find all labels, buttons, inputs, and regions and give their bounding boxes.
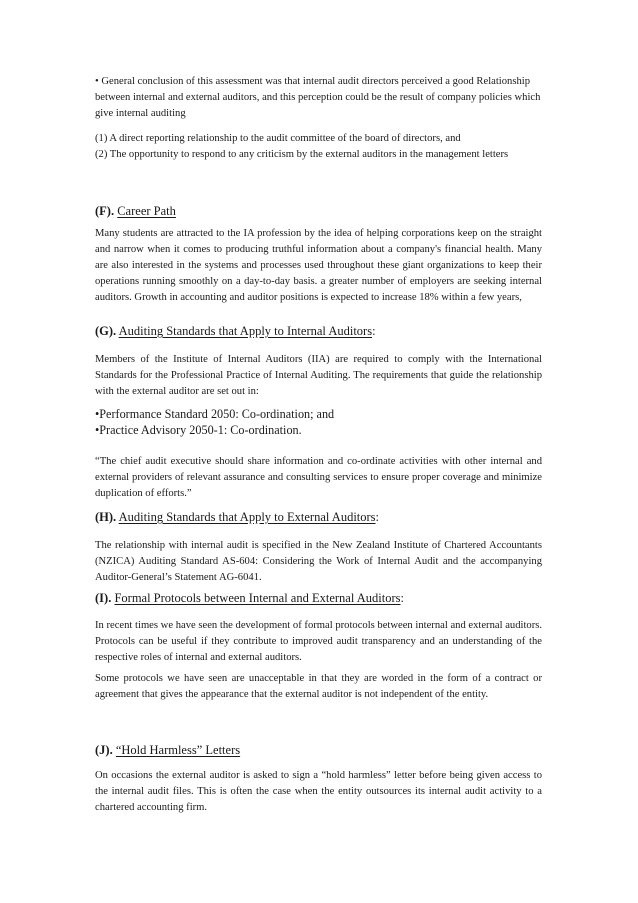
section-i-heading	[95, 590, 542, 606]
section-g-title: Auditing Standards that Apply to Internal Auditors	[118, 324, 373, 338]
section-i-colon: :	[400, 591, 404, 605]
section-g-bullet-2: •Practice Advisory 2050-1: Co-ordination.	[95, 423, 302, 437]
section-f-heading	[95, 203, 542, 219]
section-f-body: Many students are attracted to the IA profession by the idea of helping corporations keep on the straight and narrow when it comes to producing truthful information about a company's financial health. Many are also interested in the systems and processes used throughout these giant organizations to keep their operations running smoothly on a day-to-day basis. a greater number of employers are seeking internal auditors. Growth in accounting and auditor positions is expected to increase 18% within a few years,	[95, 228, 542, 303]
section-h-body: The relationship with internal audit is specified in the New Zealand Institute of Chartered Accountants (NZICA) Auditing Standard AS-604: Considering the Work of Internal Audit and the accompanying Auditor-General’s Statement AG-6041.	[95, 540, 542, 583]
section-h-heading	[95, 509, 542, 525]
section-h-label: (H).	[95, 510, 117, 524]
section-g-heading	[95, 323, 542, 339]
section-i-label: (I).	[95, 591, 112, 605]
section-g-body: Members of the Institute of Internal Auditors (IIA) are required to comply with the International Standards for the Professional Practice of Internal Auditing. The requirements that guide the relationship with the external auditor are set out in:	[95, 354, 542, 397]
section-h-colon: :	[375, 510, 380, 524]
section-g-quote: “The chief audit executive should share information and co-ordinate activities with other internal and external providers of relevant assurance and consulting services to ensure proper coverage and minimize duplication of efforts.”	[95, 456, 542, 499]
numbered-item-1: (1) A direct reporting relationship to the audit committee of the board of directors, and	[95, 133, 461, 144]
section-j-title: “Hold Harmless” Letters	[115, 743, 241, 757]
section-h-title: Auditing Standards that Apply to External Auditors	[118, 510, 376, 524]
section-g-label: (G).	[95, 324, 117, 338]
section-i-title: Formal Protocols between Internal and External Auditors	[114, 591, 401, 605]
section-f-label: (F).	[95, 204, 115, 218]
section-j-heading	[95, 742, 542, 758]
intro-bullet-paragraph: • General conclusion of this assessment was that internal audit directors perceived a good Relationship between internal and external auditors, and this perception could be the result of company policies which give internal auditing	[95, 76, 541, 119]
section-f-title: Career Path	[117, 204, 176, 218]
section-g-colon: :	[372, 324, 376, 338]
numbered-item-2: (2) The opportunity to respond to any criticism by the external auditors in the management letters	[95, 149, 509, 160]
section-j-body: On occasions the external auditor is asked to sign a “hold harmless” letter before being given access to the internal audit files. This is often the case when the entity outsources its internal audit activity to a chartered accounting firm.	[95, 770, 542, 813]
section-i-body: In recent times we have seen the development of formal protocols between internal and external auditors. Protocols can be useful if they contribute to improved audit transparency and an understanding of the respective roles of internal and external auditors.	[95, 620, 542, 663]
section-j-label: (J).	[95, 743, 113, 757]
section-i-body-2: Some protocols we have seen are unacceptable in that they are worded in the form of a contract or agreement that gives the appearance that the external auditor is not independent of the entity.	[95, 673, 542, 700]
section-g-bullet-1: •Performance Standard 2050: Co-ordination; and	[95, 407, 335, 421]
